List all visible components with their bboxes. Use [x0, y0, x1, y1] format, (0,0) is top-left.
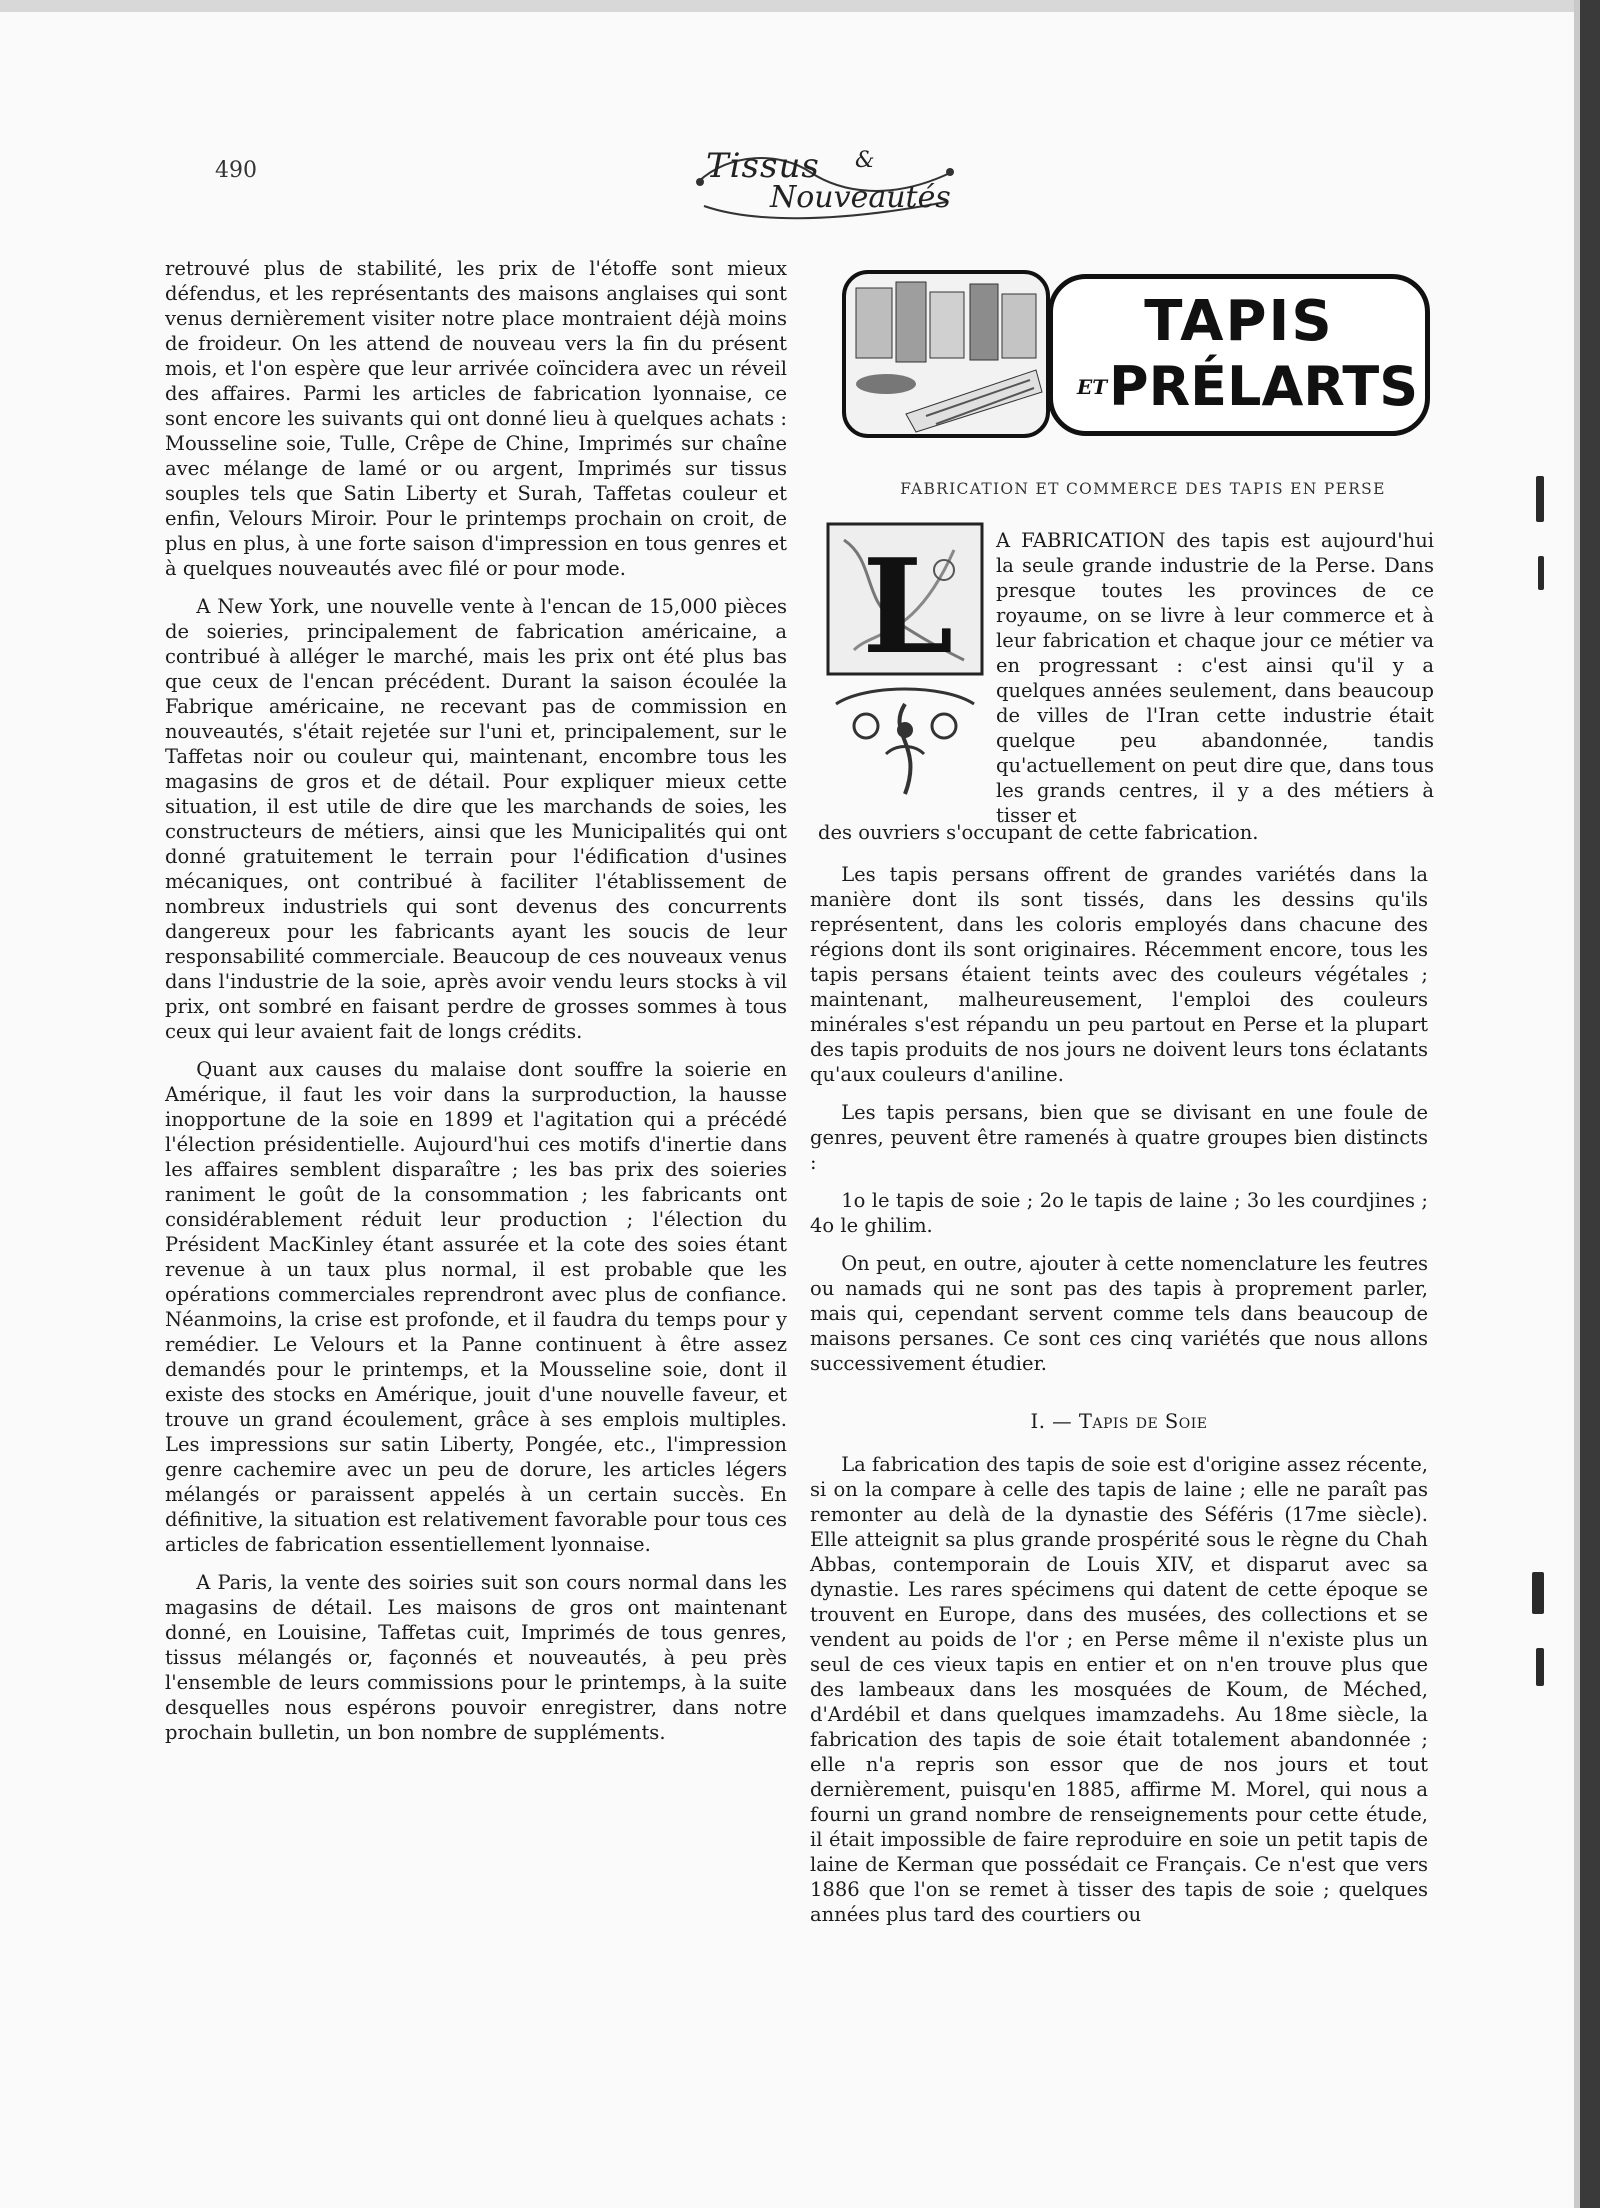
page-number: 490 — [215, 158, 257, 183]
masthead-ampersand: & — [855, 148, 875, 173]
article-banner — [842, 270, 1432, 440]
left-paragraph-1: retrouvé plus de stabilité, les prix de l'étoffe sont mieux défendus, et les représentants des maisons anglaises qui sont venus dernièrement visiter notre place montraient déjà moins de froideur. On les attend de nouveau vers la fin du présent mois, et l'on espère que leur arrivée coïncidera avec un réveil des affaires. Parmi les articles de fabrication lyonnaise, ce sont encore les suivants qui ont donné lieu à quelques achats : Mousseline soie, Tulle, Crêpe de Chine, Imprimés sur chaîne avec mélange de lamé or ou argent, Imprimés sur tissus souples tels que Satin Liberty et Surah, Taffetas couleur et enfin, Velours Miroir. Pour le printemps prochain on croit, de plus en plus, à une forte saison d'impression en tous genres et à quelques nouveautés avec filé or pour mode. — [165, 257, 787, 580]
right-column-section — [810, 1452, 1428, 1940]
article-lede — [996, 528, 1434, 828]
banner-title-et: ET — [1077, 375, 1108, 399]
banner-illustration — [842, 270, 1050, 438]
section-title: Tapis de Soie — [1078, 1410, 1208, 1433]
dropcap-frame — [824, 520, 986, 678]
margin-mark-1 — [1536, 476, 1544, 522]
margin-mark-3 — [1532, 1572, 1544, 1614]
floral-ornament — [826, 684, 984, 800]
banner-title-line-1: TAPIS — [1144, 289, 1334, 354]
margin-mark-2 — [1538, 556, 1544, 590]
right-paragraph-2: Les tapis persans offrent de grandes variétés dans la manière dont ils sont tissés, dans les dessins qu'ils représentent, dans les coloris employés dans chacune des régions dont ils sont originaires. Récemment encore, tous les tapis persans étaient teints avec des couleurs végétales ; maintenant, malheureusement, l'emploi des couleurs minérales s'est répandu un peu partout en Perse et la plupart des tapis produits de nos jours ne doivent leurs tons éclatants qu'aux couleurs d'aniline. — [810, 863, 1428, 1086]
scan-top-edge — [0, 0, 1600, 12]
masthead-line-2: Nouveautés — [770, 180, 951, 215]
left-paragraph-2: A New York, une nouvelle vente à l'encan de 15,000 pièces de soieries, principalement de fabrication américaine, a contribué à alléger le marché, mais les prix ont été plus bas que ceux de l'encan précédent. Durant la saison écoulée la Fabrique américaine, ne recevant pas de commission en nouveautés, s'était rejetée sur l'uni et, principalement, sur le Taffetas noir ou couleur qui, maintenant, encombre tous les magasins de gros et de détail. Pour expliquer mieux cette situation, il est utile de dire que les marchands de soies, les constructeurs de métiers, ainsi que les Municipalités qui ont donné gratuitement le terrain pour l'édification d'usines mécaniques, ont contribué à faciliter l'établissement de nombreux industriels qui sont devenus des concurrents dangereux pour les fabricants ayant les soucis de leur responsabilité commerciale. Beaucoup de ces nouveaux venus dans l'industrie de la soie, après avoir vendu leurs stocks à vil prix, ont sombré en faisant perdre de grosses sommes à tous ceux qui leur avaient fait de longs crédits. — [165, 595, 787, 1043]
section-heading — [810, 1410, 1428, 1433]
right-paragraph-4: 1o le tapis de soie ; 2o le tapis de laine ; 3o les courdjines ; 4o le ghilim. — [810, 1189, 1428, 1237]
right-column-body — [810, 862, 1428, 1389]
right-paragraph-6: La fabrication des tapis de soie est d'origine assez récente, si on la compare à celle des tapis de laine ; elle ne paraît pas remonter au delà de la dynastie des Séféris (17me siècle). Elle atteignit sa plus grande prospérité sous le règne du Chah Abbas, contemporain de Louis XIV, et disparut avec sa dynastie. Les rares spécimens qui datent de cette époque se trouvent en Europe, dans des musées, des collections et se vendent au poids de l'or ; en Perse même il n'existe plus un seul de ces vieux tapis en entier et on n'en trouve plus que des lambeaux dans les mosquées de Koum, de Méched, d'Ardébil et dans quelques imamzadehs. Au 18me siècle, la fabrication des tapis de soie était totalement abandonnée ; elle n'a repris son essor que de nos jours et tout dernièrement, puisqu'en 1885, affirme M. Morel, qui nous a fourni un grand nombre de renseignements pour cette étude, il était impossible de faire reproduire en soie un petit tapis de laine de Kerman que possédait ce Français. Ce n'est que vers 1886 que l'on se remet à tisser des tapis de soie ; quelques années plus tard des courtiers ou — [810, 1453, 1428, 1926]
lede-text: des tapis est aujourd'hui la seule grande industrie de la Perse. Dans presque toutes les provinces de ce royaume, on se livre à leur commerce et à leur fabrication et chaque jour ce métier va en progressant : c'est ainsi qu'il y a quelques années seulement, dans beaucoup de villes de l'Iran cette industrie était quelque peu abandonnée, tandis qu'actuellement on peut dire que, dans tous les grands centres, il y a des métiers à tisser et — [996, 529, 1435, 827]
carpet-shop-illustration — [846, 274, 1046, 434]
margin-mark-4 — [1536, 1648, 1544, 1686]
right-paragraph-5: On peut, en outre, ajouter à cette nomenclature les feutres ou namads qui ne sont pas des tapis à proprement parler, mais qui, cependant servent comme tels dans beaucoup de maisons persanes. Ce sont ces cinq variétés que nous allons successivement étudier. — [810, 1252, 1428, 1375]
floral-ornament-icon — [826, 684, 984, 800]
right-paragraph-3: Les tapis persans, bien que se divisant en une foule de genres, peuvent être ramenés à quatre groupes bien distincts : — [810, 1101, 1428, 1174]
banner-title-line-2: PRÉLARTS — [1109, 355, 1419, 418]
left-paragraph-4: A Paris, la vente des soiries suit son cours normal dans les magasins de détail. Les maisons de gros ont maintenant donné, en Louisine, Taffetas cuit, Imprimés de tous genres, tissus mélangés or, façonnés et nouveautés, à peu près l'ensemble de leurs commissions pour le printemps, à la suite desquelles nous espérons pouvoir enregistrer, dans notre prochain bulletin, un bon nombre de suppléments. — [165, 1571, 787, 1744]
lede-smallcaps: A FABRICATION — [996, 529, 1166, 552]
section-number: I. — — [1030, 1410, 1079, 1433]
scan-right-edge — [1580, 0, 1600, 2208]
masthead-logo — [690, 142, 960, 226]
banner-title-box — [1048, 274, 1430, 436]
lede-tail: des ouvriers s'occupant de cette fabrication. — [818, 821, 1259, 844]
dropcap-letter: L — [862, 530, 954, 678]
article-subtitle: FABRICATION ET COMMERCE DES TAPIS EN PERSE — [900, 480, 1386, 498]
left-paragraph-3: Quant aux causes du malaise dont souffre la soierie en Amérique, il faut les voir dans la surproduction, la hausse inopportune de la soie en 1899 et l'agitation qui a précédé l'élection présidentielle. Aujourd'hui ces motifs d'inertie dans les affaires semblent disparaître ; les bas prix des soieries raniment le goût de la consommation ; les fabricants ont considérablement réduit leur production ; l'élection du Président MacKinley étant assurée et la cote des soies étant revenue à un taux plus normal, il est probable que les opérations commerciales reprendront avec plus de confiance. Néanmoins, la crise est profonde, et il faudra du temps pour y remédier. Le Velours et la Panne continuent à être assez demandés pour le printemps, et la Mousseline soie, dont il existe des stocks en Amérique, jouit d'une nouvelle faveur, et trouve un grand écoulement, grâce à ses emplois multiples. Les impressions sur satin Liberty, Pongée, etc., l'impression genre cachemire avec un peu de dorure, les articles légers mélangés or paraissent appelés à un certain succès. En définitive, la situation est relativement favorable pour tous ces articles de fabrication essentiellement lyonnaise. — [165, 1058, 787, 1556]
masthead-line-1: Tissus — [706, 146, 820, 186]
ornamental-dropcap — [824, 520, 986, 678]
left-column — [165, 256, 787, 1758]
